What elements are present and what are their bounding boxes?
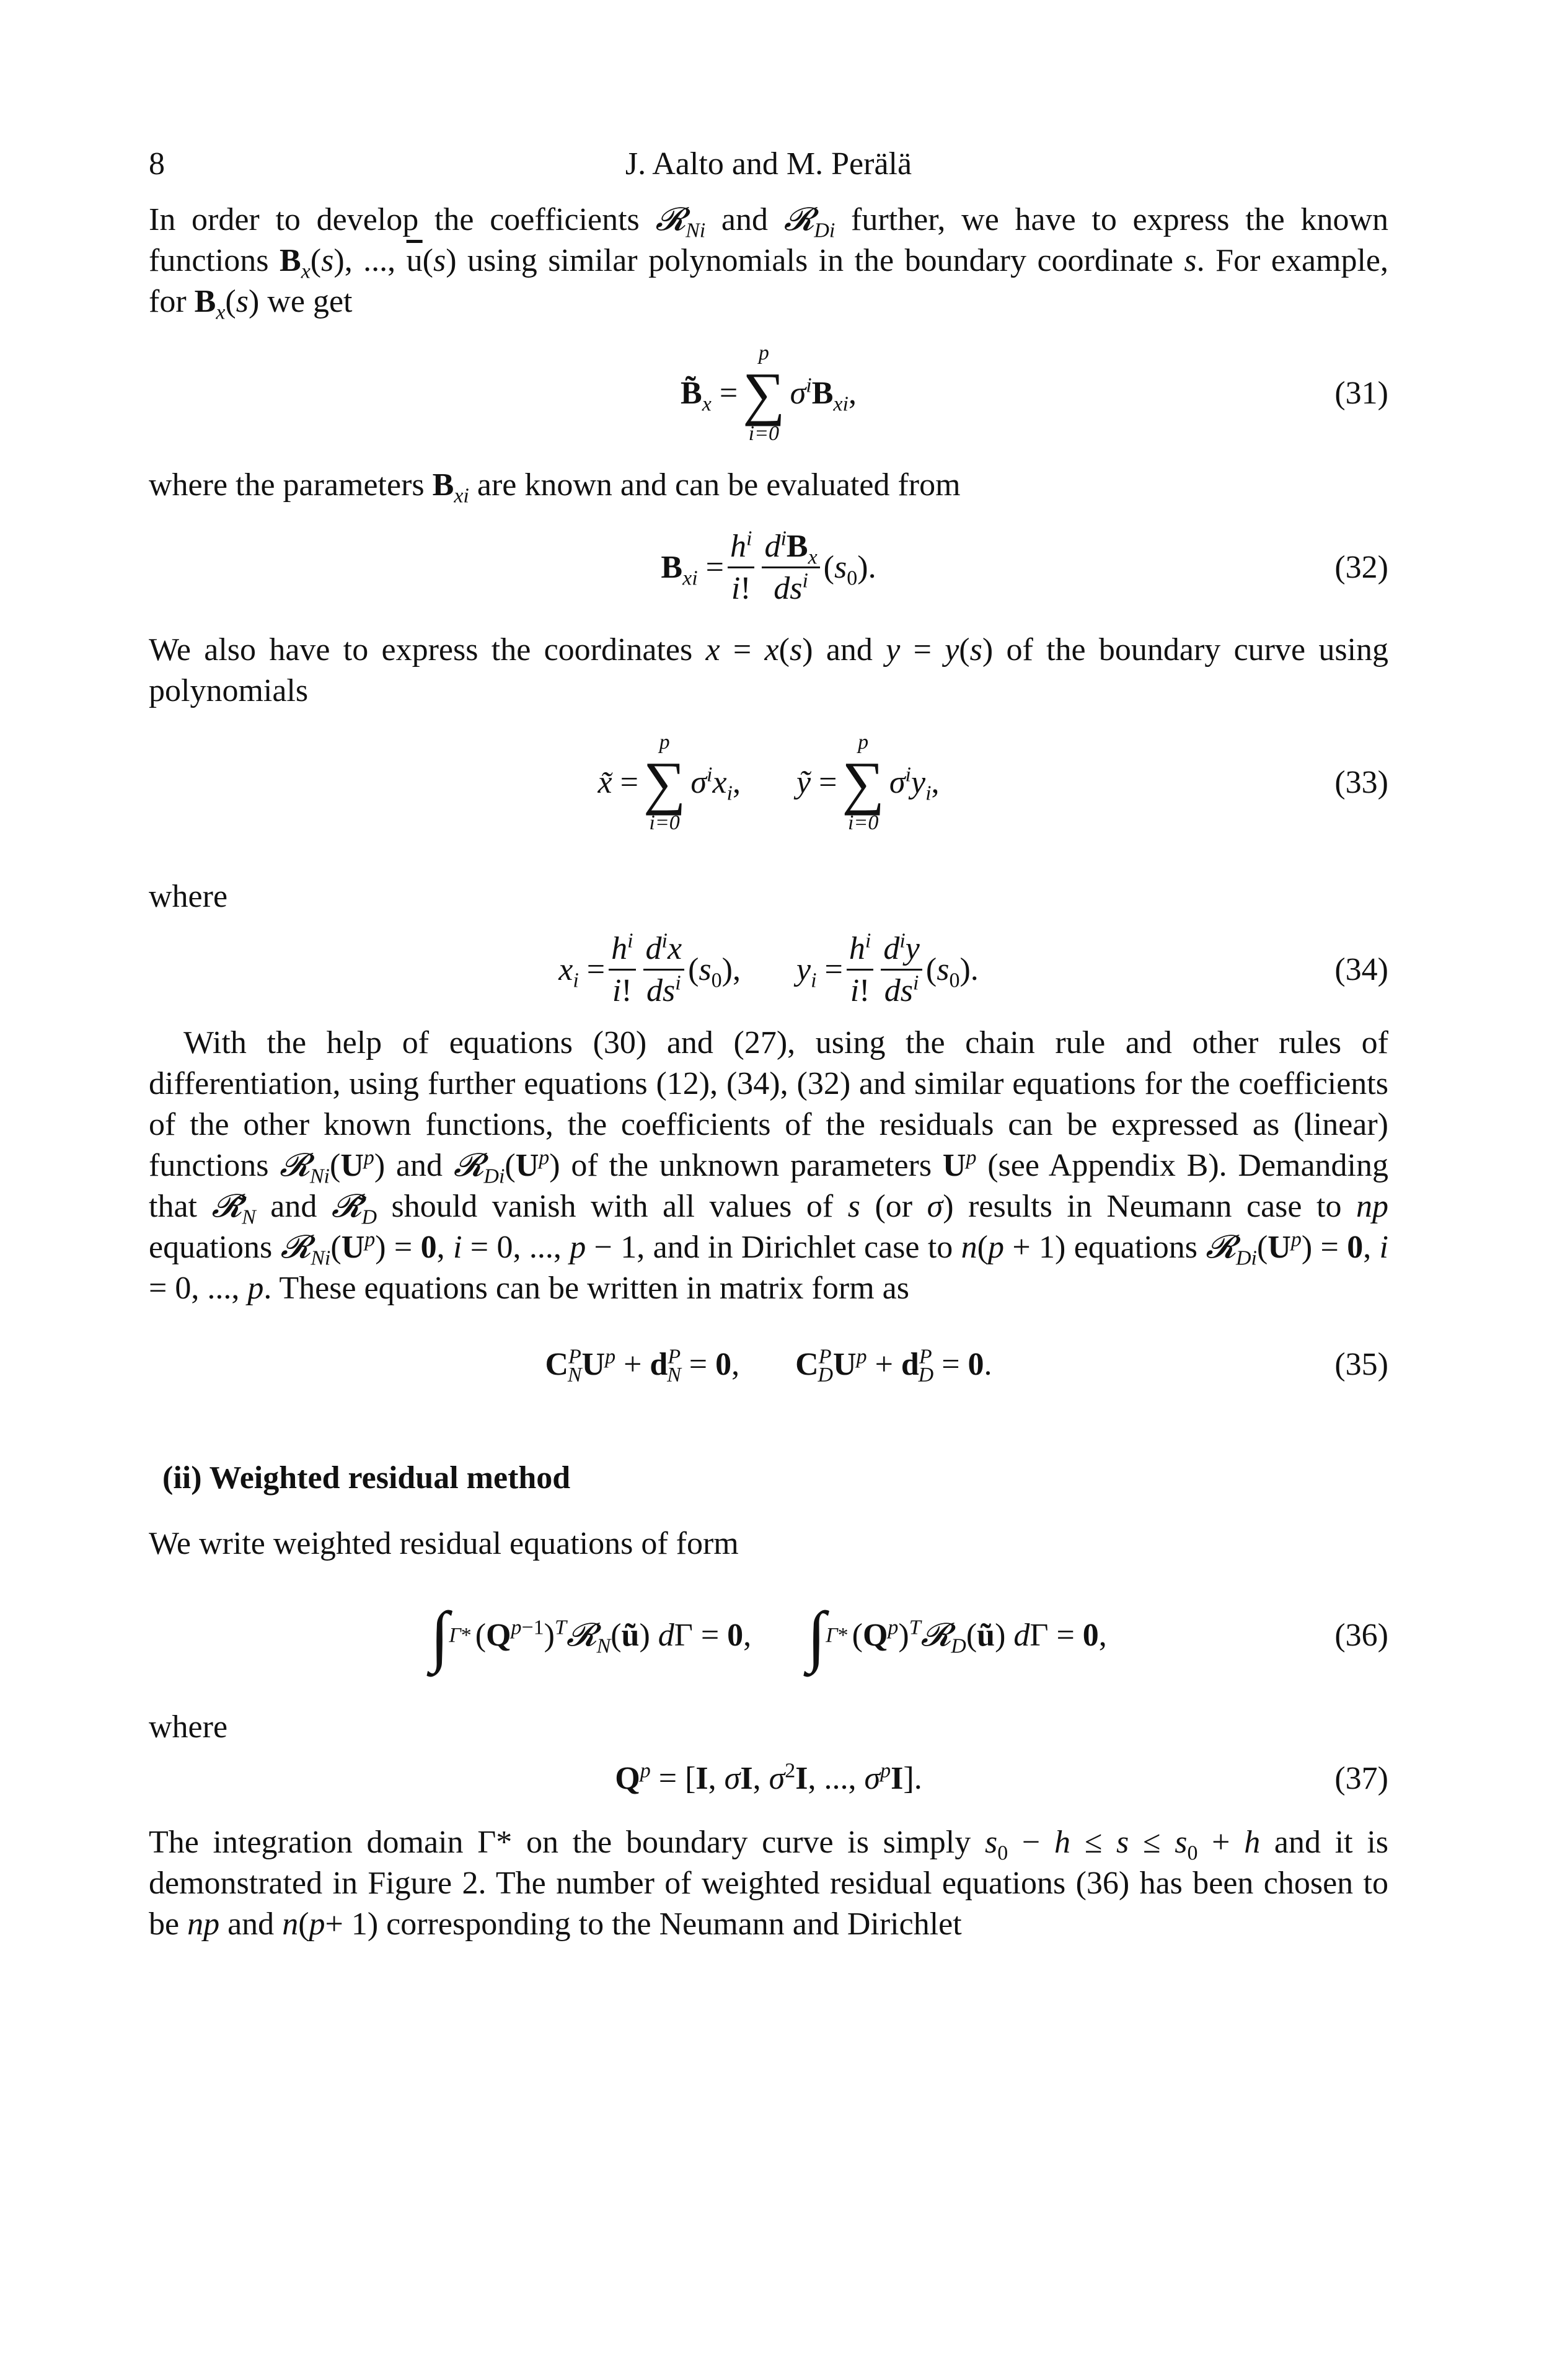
paragraph-3: We also have to express the coordinates x = x(s) and y = y(s) of the boundary curve using polynomials: [149, 632, 1389, 708]
equation-33: x̃ = p ∑ i=0 $\sigma^ix_i$, ỹ = p ∑ i=0 $\sigma^iy_i$, (33): [597, 731, 1388, 834]
where-label-2: where: [149, 1709, 228, 1745]
equation-number: (34): [1334, 952, 1388, 987]
equation-number: (31): [1334, 376, 1388, 411]
equation-34: $x_i$ = $\frac{h^i}{i!}$ $\frac{d^ix}{ds^i}$ $(s_0)$, $y_i$ = $\frac{h^i}{i!}$ $\frac{d^iy}{ds^i}$ $(s_0)$. (34): [558, 929, 1388, 1008]
equation-number: (36): [1334, 1618, 1388, 1653]
equation-number: (33): [1334, 765, 1388, 800]
equation-31: $B̃_x$ = p ∑ i=0 $\sigma^iB_{xi}$, (31): [681, 342, 1388, 445]
page-header: [149, 144, 1388, 200]
paragraph-2: where the parameters $B_{xi}$ are known and can be evaluated from: [149, 467, 961, 508]
page-number: 8: [149, 146, 165, 182]
section-heading: (ii) Weighted residual method: [162, 1460, 571, 1496]
equation-32: $B_{xi}$ = $\frac{h^i}{i!}$ $\frac{d^iB_x}{ds^i}$ $(s_0)$. (32): [661, 527, 1388, 606]
paragraph-6: The integration domain Γ* on the boundary curve is simply $s_0 - h \le s \le s_0 + h$ and it is demonstrated in Figure 2. The number of weighted residual equations (36) has been chosen to be np and n(p+ 1) corresponding to the Neumann and Dirichlet: [149, 1825, 1389, 1942]
equation-35: $C^P_NU^p + d^P_N = 0$, $C^P_DU^p + d^P_D = 0$. (35): [545, 1345, 1388, 1387]
paragraph-4: With the help of equations (30) and (27), using the chain rule and other rules of differentiation, using further equations (12), (34), (32) and similar equations for the coefficients of the other known functions, the coefficients of the residuals can be expressed as (linear) functions $𝓡_{Ni}(U^p)$ and $𝓡_{Di}(U^p)$ of the unknown parameters $U^p$ (see Appendix B). Demanding that $𝓡̃_N$ and $𝓡̃_D$ should vanish with all values of s (or σ) results in Neumann case to np equations $𝓡_{Ni}(U^p) = 0$, i = 0, ..., p − 1, and in Dirichlet case to n(p + 1) equations $𝓡_{Di}(U^p) = 0$, i = 0, ..., p. These equations can be written in matrix form as: [149, 1025, 1389, 1306]
equation-number: (32): [1334, 550, 1388, 585]
paragraph-5: We write weighted residual equations of form: [149, 1526, 739, 1561]
where-label-1: where: [149, 879, 228, 914]
paragraph-1: In order to develop the coefficients 𝓡$_{Ni}$ and 𝓡$_{Di}$ further, we have to express the known functions $B_x(s)$, ..., $\overline{u}(s)$ using similar polynomials in the boundary coordinate s. For example, for $B_x(s)$ we get: [149, 202, 1388, 324]
equation-37: $Q^p = [I$, σI, $\sigma^2I$, ..., $\sigma^pI$]. (37): [149, 1748, 1388, 1810]
running-head-authors: J. Aalto and M. Perälä: [625, 146, 912, 182]
equation-36: ∫ Γ* $(Q^{p-1})^T𝓡_N(ũ) d\Gamma = 0$, ∫ Γ* $(Q^p)^T𝓡_D(ũ) d\Gamma = 0$, (36): [430, 1598, 1388, 1673]
paper-page: [149, 144, 1388, 1945]
equation-number: (37): [1334, 1761, 1388, 1796]
equation-number: (35): [1334, 1347, 1388, 1382]
